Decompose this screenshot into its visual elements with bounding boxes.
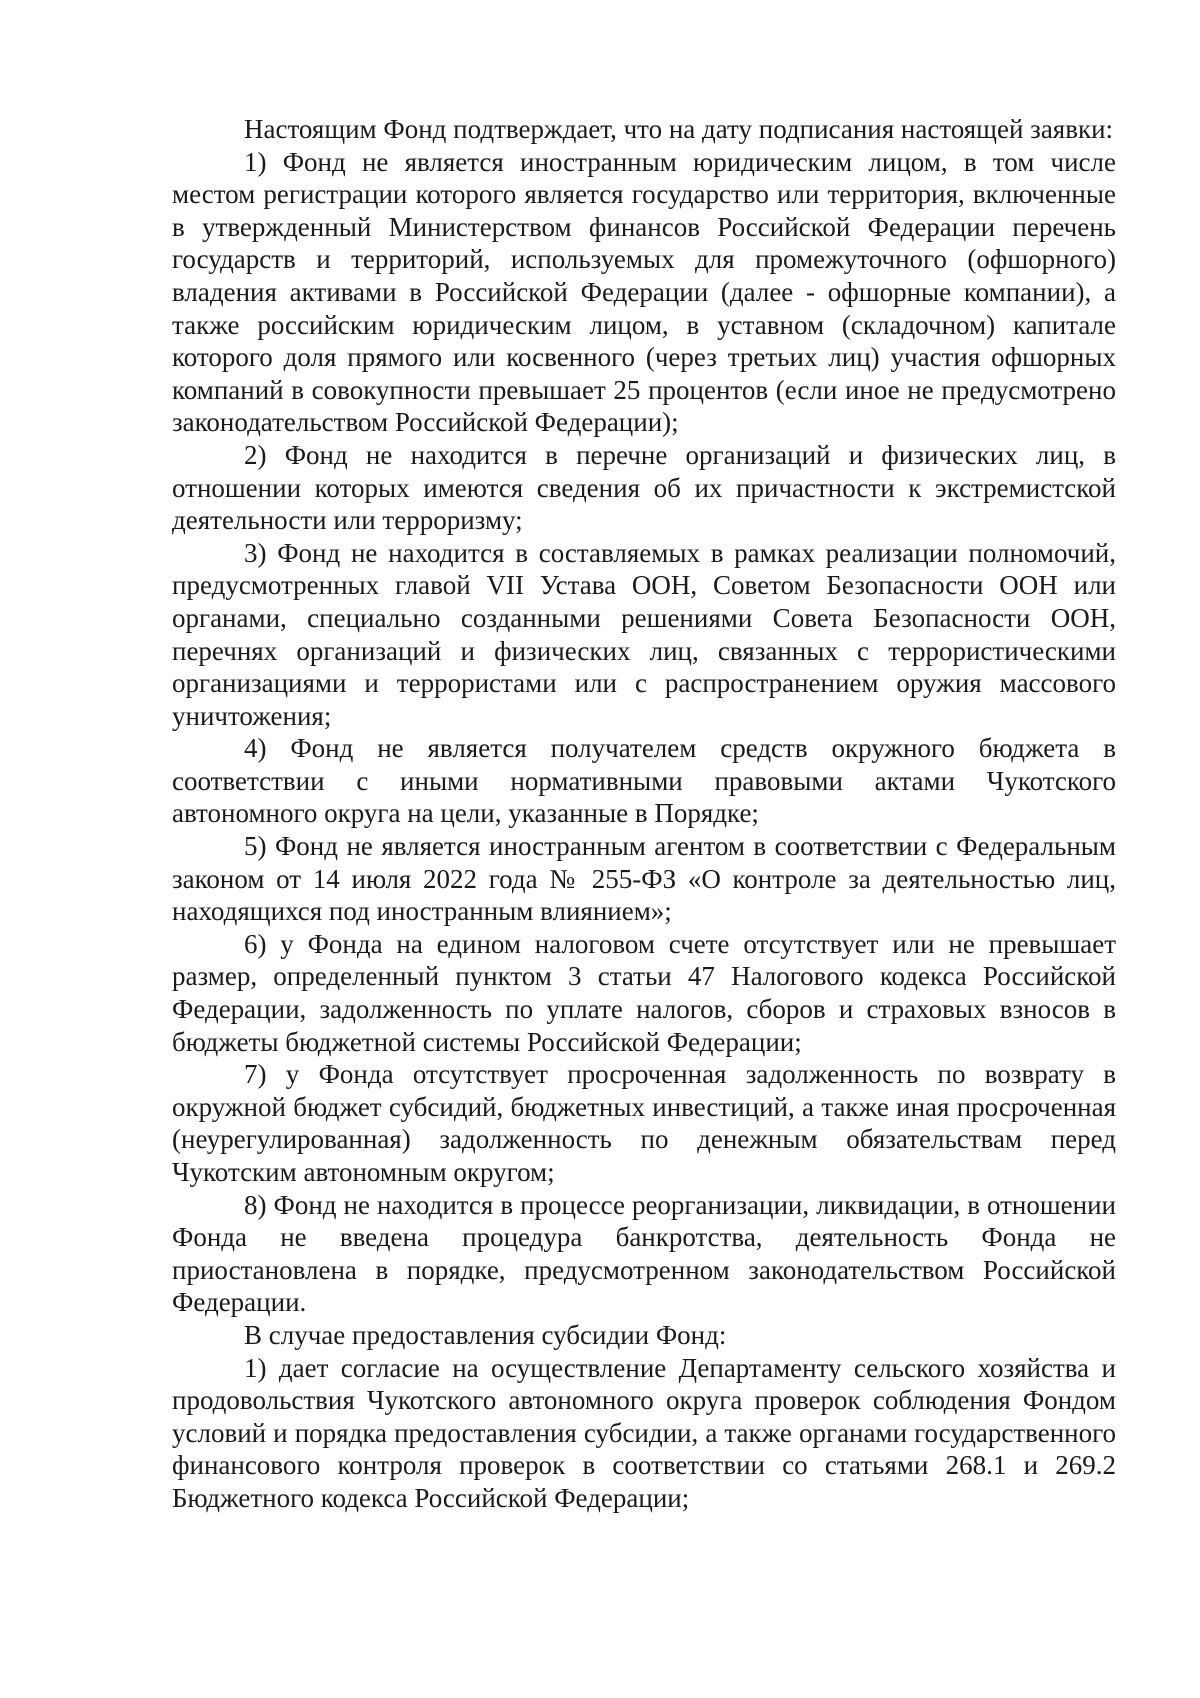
document-body — [172, 113, 1116, 1515]
paragraph-item-5-foreign-agent: 5) Фонд не является иностранным агентом в соответствии с Федеральным законом от 14 июля 2022 года № 255-ФЗ «О контроле за деятельностью лиц, находящихся под иностранным влиянием»; — [172, 831, 1116, 927]
paragraph-item-3-un-lists: 3) Фонд не находится в составляемых в рамках реализации полномочий, предусмотренных главой VII Устава ООН, Советом Безопасности ООН или органами, специально созданными решениями Совета Безопасности ООН, перечнях организаций и физических лиц, связанных с террористическими организациями и террористами или с распространением оружия массового уничтожения; — [172, 537, 1116, 731]
paragraph-item-6-tax-debt: 6) у Фонда на едином налоговом счете отсутствует или не превышает размер, определенный пунктом 3 статьи 47 Налогового кодекса Российской Федерации, задолженность по уплате налогов, сборов и страховых взносов в бюджеты бюджетной системы Российской Федерации; — [172, 928, 1116, 1057]
paragraph-item-4-budget: 4) Фонд не является получателем средств окружного бюджета в соответствии с иными нормативными правовыми актами Чукотского автономного округа на цели, указанные в Порядке; — [172, 733, 1116, 829]
paragraph-item-8-reorganization: 8) Фонд не находится в процессе реорганизации, ликвидации, в отношении Фонда не введена процедура банкротства, деятельность Фонда не приостановлена в порядке, предусмотренном законодательством Российской Федерации. — [172, 1189, 1116, 1318]
paragraph-item-7-overdue-debt: 7) у Фонда отсутствует просроченная задолженность по возврату в окружной бюджет субсидий, бюджетных инвестиций, а также иная просроченная (неурегулированная) задолженность по денежным обязательствам перед Чукотским автономным округом; — [172, 1059, 1116, 1187]
paragraph-subsidy-intro: В случае предоставления субсидии Фонд: — [244, 1319, 727, 1350]
paragraph-confirmation-intro: Настоящим Фонд подтверждает, что на дату подписания настоящей заявки: — [244, 114, 1114, 144]
paragraph-item-1-offshore: 1) Фонд не является иностранным юридическим лицом, в том числе местом регистрации которого является государство или территория, включенные в утвержденный Министерством финансов Российской Федерации перечень государств и территорий, используемых для промежуточного (офшорного) владения активами в Российской Федерации (далее - офшорные компании), а также российским юридическим лицом, в уставном (складочном) капитале которого доля прямого или косвенного (через третьих лиц) участия офшорных компаний в совокупности превышает 25 процентов (если иное не предусмотрено законодательством Российской Федерации); — [172, 146, 1116, 438]
paragraph-subsidy-item-1: 1) дает согласие на осуществление Департаменту сельского хозяйства и продовольствия Чукотского автономного округа проверок соблюдения Фондом условий и порядка предоставления субсидии, а также органами государственного финансового контроля проверок в соответствии со статьями 268.1 и 269.2 Бюджетного кодекса Российской Федерации; — [172, 1352, 1116, 1513]
paragraph-item-2-extremism: 2) Фонд не находится в перечне организаций и физических лиц, в отношении которых имеются сведения об их причастности к экстремистской деятельности или терроризму; — [172, 439, 1116, 536]
